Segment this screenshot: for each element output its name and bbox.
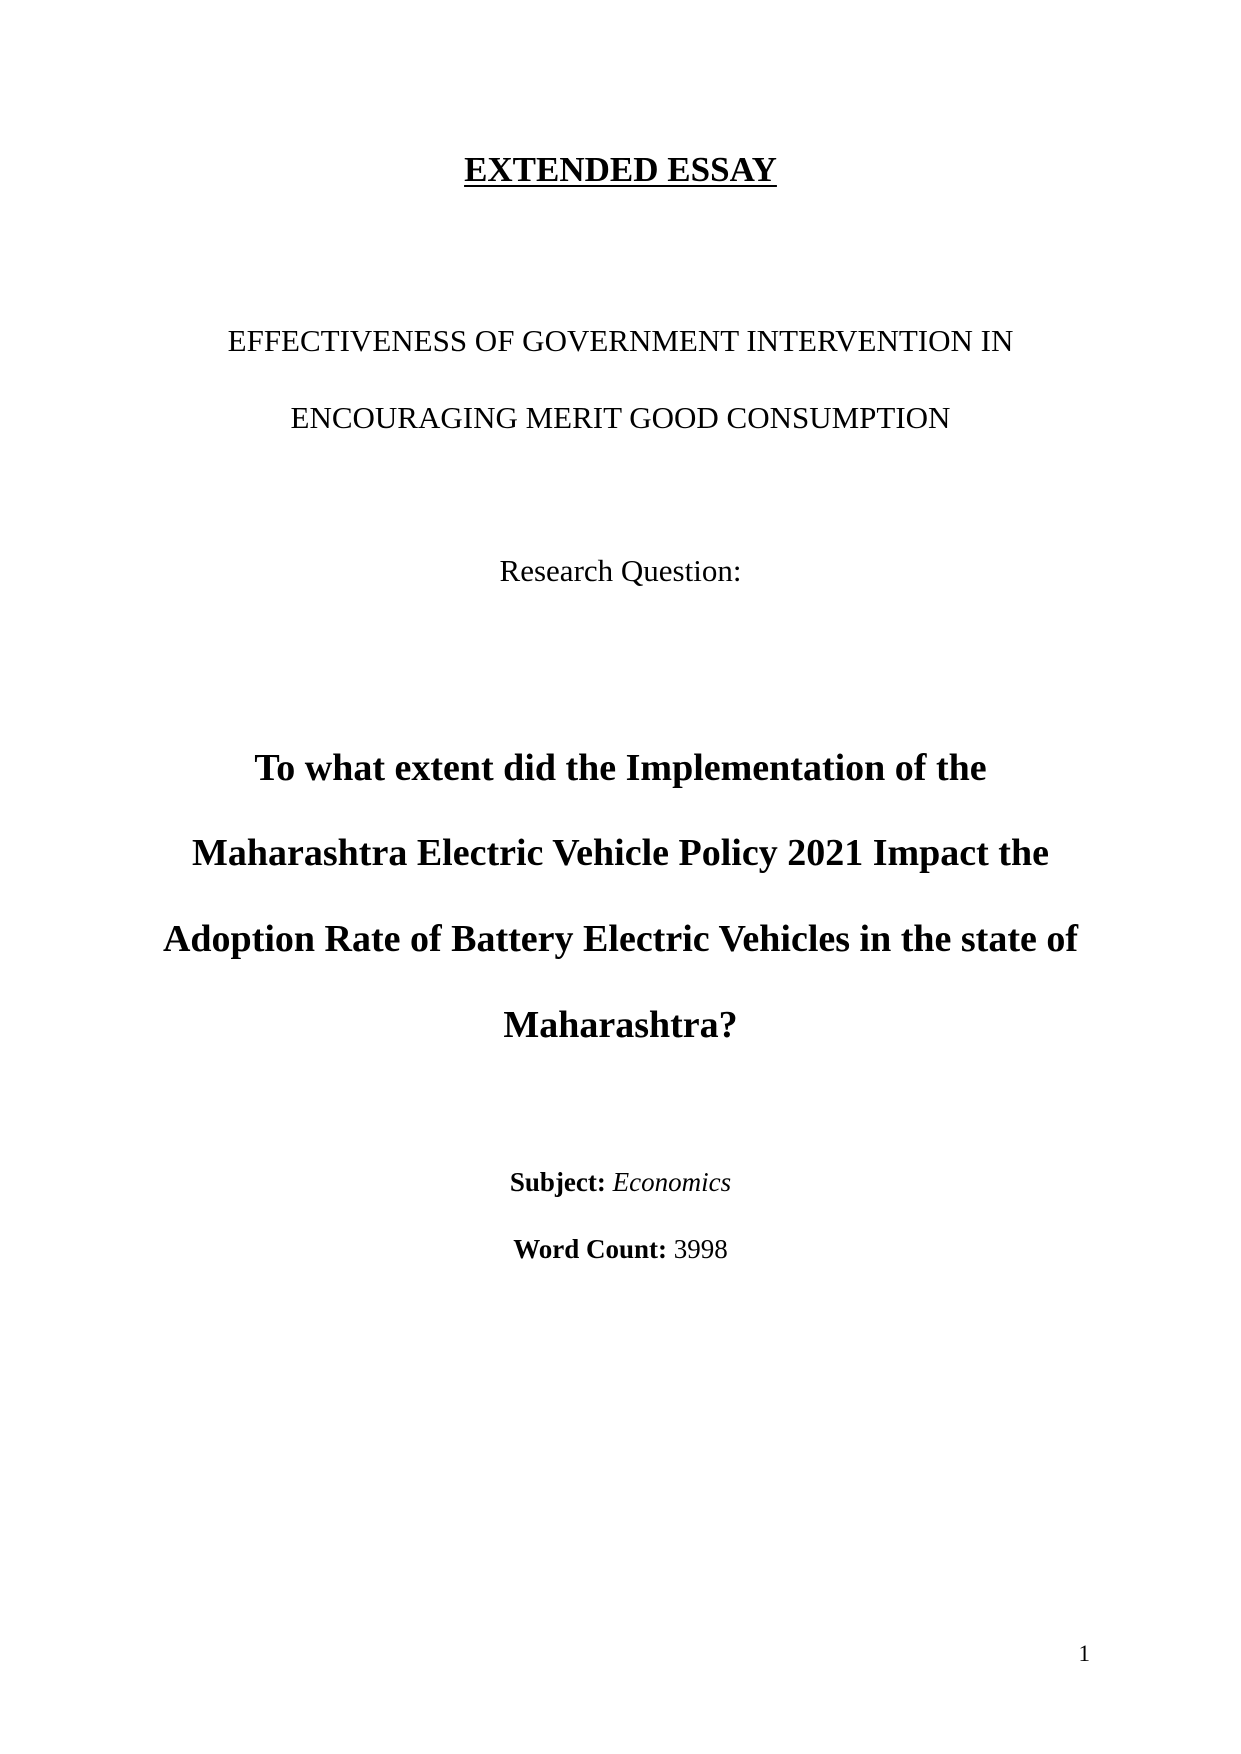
research-question-line-2: Maharashtra Electric Vehicle Policy 2021 Impact the [192, 832, 1049, 874]
word-count-line [0, 1236, 1241, 1263]
subject-label: Subject: [509, 1167, 606, 1197]
subject-line [0, 1169, 1241, 1196]
research-question-line-4: Maharashtra? [503, 1004, 738, 1046]
page-number: 1 [1078, 1641, 1090, 1666]
topic-line-2: ENCOURAGING MERIT GOOD CONSUMPTION [290, 400, 951, 435]
subject-value: Economics [612, 1167, 732, 1197]
essay-heading: EXTENDED ESSAY [464, 150, 777, 189]
research-question-line-3: Adoption Rate of Battery Electric Vehicles in the state of [162, 918, 1078, 960]
research-question-label: Research Question: [499, 553, 742, 588]
word-count-label: Word Count: [513, 1234, 668, 1264]
word-count-value: 3998 [673, 1234, 728, 1264]
topic-line-1: EFFECTIVENESS OF GOVERNMENT INTERVENTION IN [227, 323, 1014, 358]
research-question-line-1: To what extent did the Implementation of the [254, 747, 987, 789]
